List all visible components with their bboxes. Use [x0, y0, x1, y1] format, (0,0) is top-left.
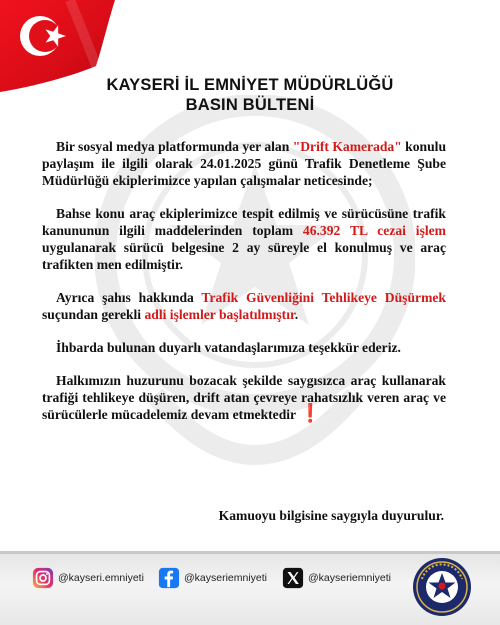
paragraph-1-text-b: konulu paylaşım ile ilgili olarak 24.01.2025 günü Trafik Denetleme Şube Müdürlüğü ekiplerimizce yapılan çalışmalar neticesinde; [42, 139, 446, 188]
facebook-icon [158, 567, 180, 589]
paragraph-3-highlight-2: adli işlemler başlatılmıştır [144, 307, 295, 322]
paragraph-3-text-b: suçundan gerekli [42, 307, 145, 322]
instagram-icon [32, 567, 54, 589]
press-release-body [42, 138, 446, 439]
paragraph-2 [42, 205, 446, 273]
paragraph-1-text-a: Bir sosyal medya platformunda yer alan [56, 139, 293, 154]
footer-divider [0, 551, 500, 554]
paragraph-1 [42, 138, 446, 189]
organization-title: KAYSERİ İL EMNİYET MÜDÜRLÜĞÜ [106, 76, 394, 94]
document-type-title: BASIN BÜLTENİ [185, 96, 315, 114]
facebook-link[interactable] [158, 565, 267, 591]
police-badge-icon [412, 557, 472, 617]
instagram-link[interactable] [32, 565, 144, 591]
paragraph-4: İhbarda bulunan duyarlı vatandaşlarımıza teşekkür ederiz. [56, 340, 401, 355]
paragraph-2-text-a: Bahse konu araç ekiplerimizce tespit edilmiş ve sürücüsüne trafik kanununun ilgili maddelerinden toplam [42, 206, 446, 238]
paragraph-3-highlight-1: Trafik Güvenliğini Tehlikeye Düşürmek [201, 290, 446, 305]
closing-statement: Kamuoyu bilgisine saygıyla duyurulur. [218, 508, 444, 523]
x-handle: @kayseriemniyeti [308, 572, 392, 584]
paragraph-3 [42, 289, 446, 323]
paragraph-2-highlight: 46.392 TL cezai işlem [302, 223, 446, 238]
x-link[interactable] [282, 565, 391, 591]
x-logo-icon [282, 567, 304, 589]
facebook-handle: @kayseriemniyeti [184, 572, 268, 584]
instagram-handle: @kayseri.emniyeti [58, 572, 144, 584]
paragraph-3-text-a: Ayrıca şahıs hakkında [56, 290, 202, 305]
paragraph-5-text: Halkımızın huzurunu bozacak şekilde saygısızca araç kullanarak trafiği tehlikeye düşüren, drift atan çevreye rahatsızlık veren araç ve sürücülerle mücadelemiz devam etmektedir [42, 373, 446, 422]
document-header [0, 75, 500, 115]
paragraph-3-text-c: . [294, 307, 299, 322]
paragraph-5 [42, 372, 446, 423]
exclamation-icon: ❗ [299, 403, 322, 423]
paragraph-2-text-b: uygulanarak sürücü belgesine 2 ay süreyle el konulmuş ve araç trafikten men edilmiştir. [42, 240, 446, 272]
paragraph-1-highlight: "Drift Kamerada" [292, 139, 402, 154]
